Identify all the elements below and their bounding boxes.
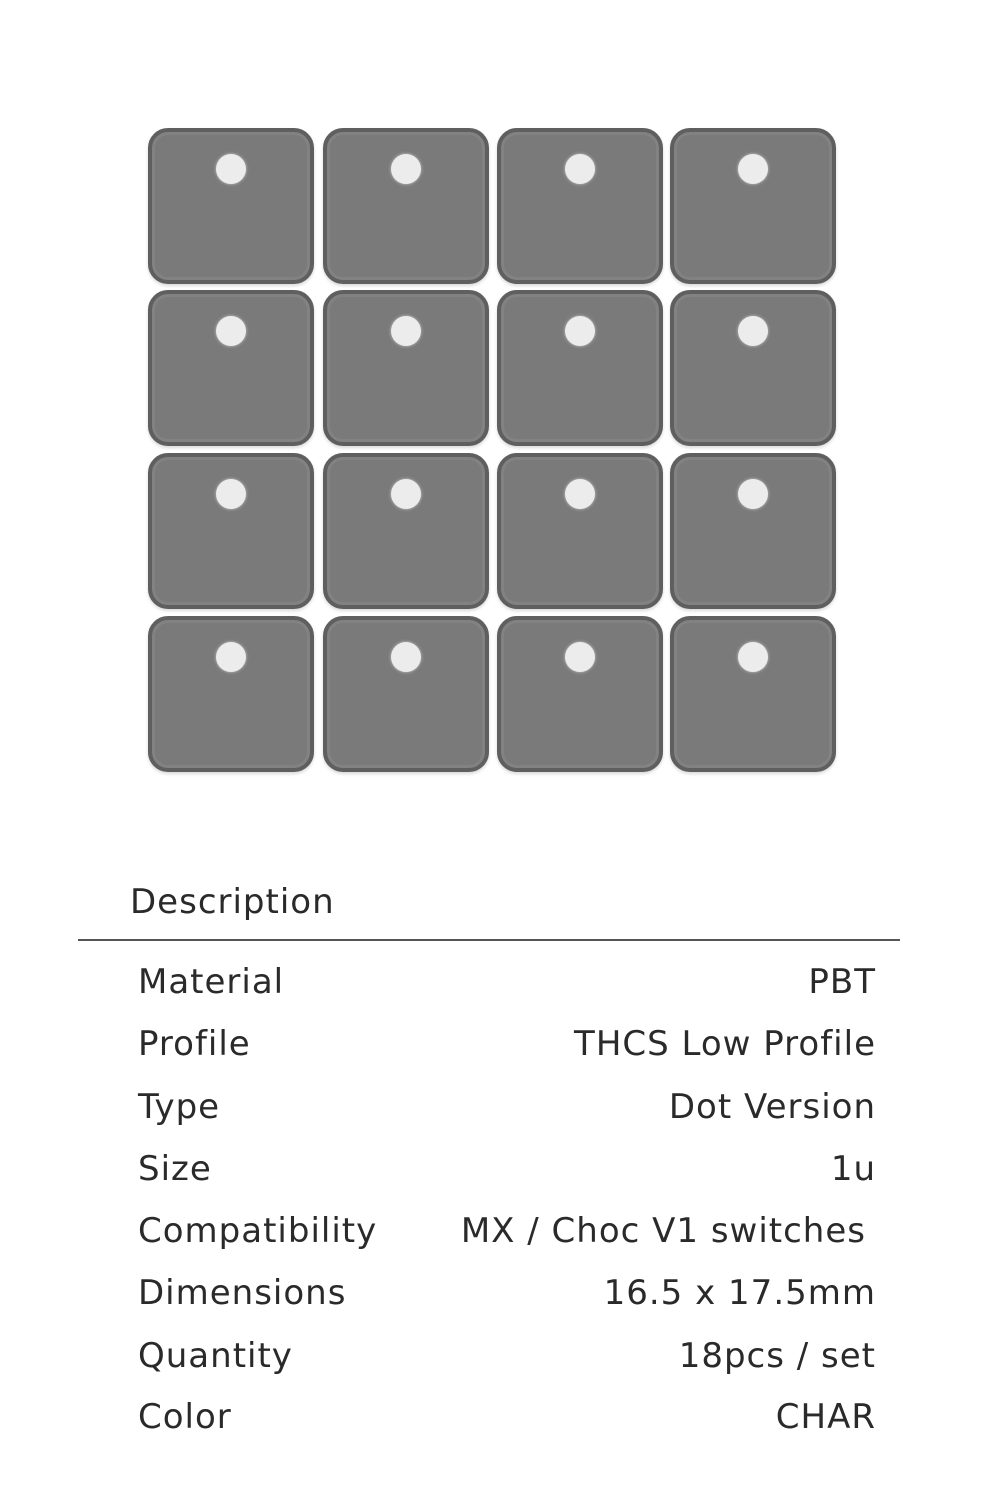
spec-label: Color <box>138 1397 232 1437</box>
keycap <box>323 616 489 772</box>
homing-dot <box>738 316 768 346</box>
spec-value: 18pcs / set <box>678 1336 876 1376</box>
description-heading: Description <box>130 882 335 922</box>
homing-dot <box>738 642 768 672</box>
spec-value: 1u <box>830 1149 876 1189</box>
homing-dot <box>216 642 246 672</box>
keycap <box>323 128 489 284</box>
spec-label: Material <box>138 962 285 1002</box>
keycap <box>497 290 663 446</box>
spec-row-type <box>138 1087 876 1137</box>
keycap <box>670 616 836 772</box>
keycap <box>670 290 836 446</box>
keycap <box>323 290 489 446</box>
homing-dot <box>565 479 595 509</box>
keycap <box>323 453 489 609</box>
spec-label: Size <box>138 1149 212 1189</box>
keycap <box>148 290 314 446</box>
spec-value: MX / Choc V1 switches <box>460 1211 866 1251</box>
spec-row-dimensions <box>138 1273 876 1323</box>
keycap <box>148 128 314 284</box>
spec-label: Compatibility <box>138 1211 378 1251</box>
homing-dot <box>391 154 421 184</box>
homing-dot <box>738 479 768 509</box>
spec-row-color <box>138 1397 876 1447</box>
spec-label: Type <box>138 1087 221 1127</box>
homing-dot <box>565 642 595 672</box>
spec-row-size <box>138 1149 876 1199</box>
keycap <box>497 616 663 772</box>
homing-dot <box>216 479 246 509</box>
homing-dot <box>216 316 246 346</box>
spec-row-compatibility <box>138 1211 876 1261</box>
keycap <box>670 453 836 609</box>
homing-dot <box>391 479 421 509</box>
keycap <box>148 453 314 609</box>
keycap <box>148 616 314 772</box>
spec-value: 16.5 x 17.5mm <box>603 1273 876 1313</box>
spec-row-quantity <box>138 1336 876 1386</box>
spec-value: PBT <box>808 962 876 1002</box>
spec-row-material <box>138 962 876 1012</box>
homing-dot <box>216 154 246 184</box>
spec-row-profile <box>138 1024 876 1074</box>
keycap <box>670 128 836 284</box>
keycap-product-image <box>148 128 840 778</box>
homing-dot <box>738 154 768 184</box>
keycap <box>497 453 663 609</box>
spec-value: THCS Low Profile <box>574 1024 876 1064</box>
spec-label: Dimensions <box>138 1273 347 1313</box>
homing-dot <box>391 642 421 672</box>
spec-value: Dot Version <box>668 1087 876 1127</box>
homing-dot <box>565 316 595 346</box>
keycap <box>497 128 663 284</box>
spec-value: CHAR <box>775 1397 876 1437</box>
spec-label: Quantity <box>138 1336 293 1376</box>
homing-dot <box>391 316 421 346</box>
spec-label: Profile <box>138 1024 251 1064</box>
divider <box>78 939 900 941</box>
homing-dot <box>565 154 595 184</box>
